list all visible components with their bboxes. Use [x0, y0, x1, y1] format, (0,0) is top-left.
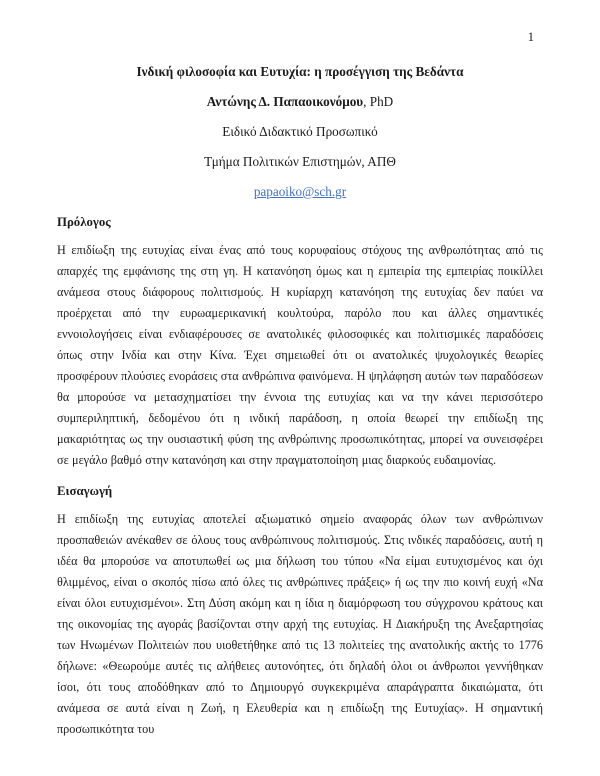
page-content: [57, 0, 543, 740]
email-line: [57, 184, 543, 200]
author-degree: , PhD: [363, 94, 394, 109]
section-introduction: [57, 483, 543, 740]
section-heading-introduction: Εισαγωγή: [57, 484, 113, 498]
email-link[interactable]: papaoiko@sch.gr: [253, 184, 347, 199]
section-prologue: [57, 214, 543, 471]
page-number: 1: [527, 30, 534, 44]
paper-header: [57, 0, 543, 200]
author-name: Αντώνης Δ. Παπαοικονόμου: [206, 94, 364, 109]
affiliation-line-2: Τμήμα Πολιτικών Επιστημών, ΑΠΘ: [204, 154, 396, 169]
section-heading-prologue: Πρόλογος: [57, 215, 111, 229]
affiliation-line-1: Ειδικό Διδακτικό Προσωπικό: [222, 124, 378, 139]
introduction-paragraph: Η επιδίωξη της ευτυχίας αποτελεί αξιωματικό σημείο αναφοράς όλων των ανθρώπινων προσπαθειών ανέκαθεν σε όλους τους ανθρώπινους πολιτισμούς. Στις ινδικές παραδόσεις, αυτή η ιδέα θα μπορούσε να αποτυπωθεί ως μια δήλωση του τύπου «Να είμαι ευτυχισμένος και όχι θλιμμένος, είναι ο σκοπός πίσω από όλες τις ανθρώπινες πράξεις» ή ως την πιο κοινή ευχή «Να είναι όλοι ευτυχισμένοι». Στη Δύση ακόμη και η ίδια η διαμόρφωση του σύγχρονου κράτους και της οικονομίας της αγοράς βασίζονται στην αρχή της ευτυχίας. Η Διακήρυξη της Ανεξαρτησίας των Ηνωμένων Πολιτειών που υιοθετήθηκε από τις 13 πολιτείες της ανατολικής ακτής το 1776 δήλωνε: «Θεωρούμε αυτές τις αλήθειες αυτονόητες, ότι δηλαδή όλοι οι άνθρωποι γεννήθηκαν ίσοι, ότι τους αποδόθηκαν από το Δημιουργό συγκεκριμένα απαράγραπτα δικαιώματα, ότι ανάμεσα σε αυτά είναι η Ζωή, η Ελευθερία και η επιδίωξη της Ευτυχίας». Η σημαντική προσωπικότητα του: [57, 512, 543, 736]
prologue-paragraph: Η επιδίωξη της ευτυχίας είναι ένας από τους κορυφαίους στόχους της ανθρωπότητας από τις απαρχές της εμφάνισης της στη γη. Η κατανόηση όμως και η εμπειρία της εμπειρίας ποικίλλει ανάμεσα στους διάφορους πολιτισμούς. Η κυρίαρχη κατανόηση της ευτυχίας δεν παύει να προέρχεται από την ευρωαμερικανική κουλτούρα, παρόλο που και άλλες σημαντικές εννοιολογήσεις είναι ενδιαφέρουσες σε ανατολικές φιλοσοφικές και πολιτισμικές παραδόσεις όπως στην Ινδία και στην Κίνα. Έχει σημειωθεί ότι οι ανατολικές ψυχολογικές θεωρίες προσφέρουν πλούσιες ενοράσεις στα ανθρώπινα φαινόμενα. Η ψηλάφηση αυτών των παραδόσεων θα μπορούσε να μετασχηματίσει την έννοια της ευτυχίας και να την κάνει περισσότερο συμπεριληπτική, δεδομένου ότι η ινδική παράδοση, η οποία θεωρεί την επιδίωξη της μακαριότητας ως την ουσιαστική φύση της ανθρώπινης προσωπικότητας, μπορεί να συνεισφέρει σε μεγάλο βαθμό στην κατανόηση και στην πραγματοποίηση μιας διαρκούς ευδαιμονίας.: [57, 243, 543, 467]
paper-title: Ινδική φιλοσοφία και Ευτυχία: η προσέγγιση της Βεδάντα: [136, 64, 464, 79]
author-line: [57, 94, 543, 110]
